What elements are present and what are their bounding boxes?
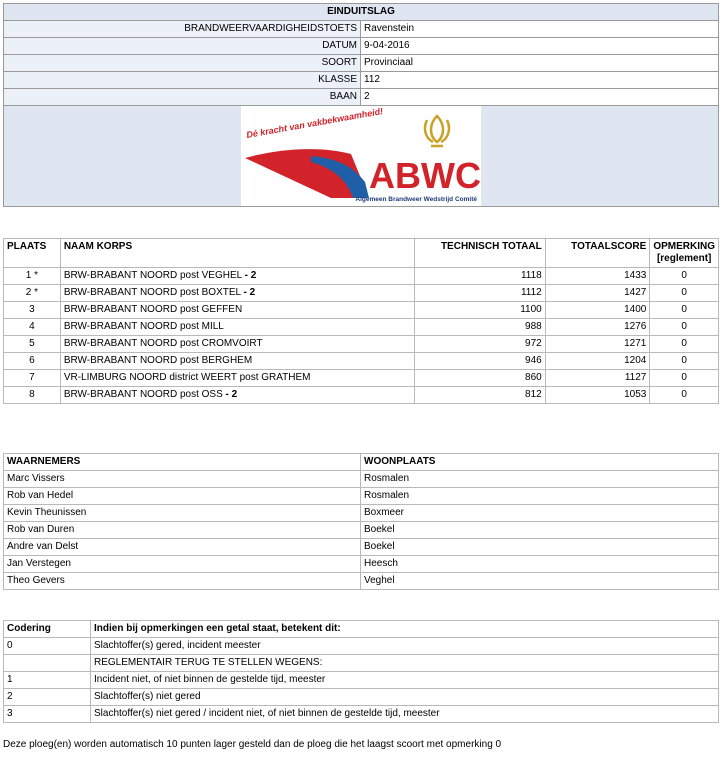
header-row: KLASSE 112 (4, 72, 719, 89)
korps-name: BRW-BRABANT NOORD post VEGHEL (63, 270, 242, 281)
woonplaats-cell: Boekel (361, 522, 719, 539)
table-row (4, 387, 719, 404)
header-table (3, 3, 719, 207)
col-woonplaats: WOONPLAATS (361, 454, 719, 471)
results-table (3, 238, 719, 404)
technisch-cell: 860 (414, 370, 545, 387)
col-totaalscore: TOTAALSCORE (545, 239, 650, 268)
table-row (4, 539, 719, 556)
korps-cell (60, 370, 414, 387)
korps-cell (60, 268, 414, 285)
korps-cell (60, 319, 414, 336)
table-row (4, 319, 719, 336)
totaalscore-cell: 1271 (545, 336, 650, 353)
woonplaats-cell: Rosmalen (361, 471, 719, 488)
col-opmerking: OPMERKING [reglement] (650, 239, 719, 268)
code-cell: 1 (4, 672, 91, 689)
totaalscore-cell: 1276 (545, 319, 650, 336)
korps-name: BRW-BRABANT NOORD post BOXTEL (63, 287, 241, 298)
table-row (4, 655, 719, 672)
header-row: DATUM 9-04-2016 (4, 38, 719, 55)
table-row (4, 522, 719, 539)
table-row (4, 488, 719, 505)
plaats-cell: 1 * (4, 268, 61, 285)
totaalscore-cell: 1427 (545, 285, 650, 302)
woonplaats-cell: Veghel (361, 573, 719, 590)
page-title: EINDUITSLAG (4, 4, 719, 21)
abwc-logo (241, 106, 481, 206)
opmerking-cell: 0 (650, 336, 719, 353)
logo-subtitle: Algemeen Brandweer Wedstrijd Comité (355, 196, 477, 203)
header-row: SOORT Provinciaal (4, 55, 719, 72)
korps-name: BRW-BRABANT NOORD post GEFFEN (63, 304, 243, 315)
table-row (4, 573, 719, 590)
table-row (4, 370, 719, 387)
korps-cell (60, 353, 414, 370)
korps-name: VR-LIMBURG NOORD district WEERT post GRATHEM (63, 372, 311, 383)
col-naam-korps: NAAM KORPS (60, 239, 414, 268)
table-row (4, 505, 719, 522)
col-betekenis: Indien bij opmerkingen een getal staat, betekent dit: (91, 621, 719, 638)
code-cell: 3 (4, 706, 91, 723)
technisch-cell: 1112 (414, 285, 545, 302)
code-meaning-cell: Slachtoffer(s) gered, incident meester (91, 638, 719, 655)
plaats-cell: 2 * (4, 285, 61, 302)
table-row (4, 706, 719, 723)
plaats-cell: 4 (4, 319, 61, 336)
plaats-cell: 3 (4, 302, 61, 319)
korps-name: BRW-BRABANT NOORD post CROMVOIRT (63, 338, 263, 349)
codes-header-row (4, 621, 719, 638)
waarnemer-cell: Kevin Theunissen (4, 505, 361, 522)
korps-suffix: - 2 (225, 389, 238, 400)
col-plaats: PLAATS (4, 239, 61, 268)
technisch-cell: 1118 (414, 268, 545, 285)
opmerking-cell: 0 (650, 268, 719, 285)
plaats-cell: 5 (4, 336, 61, 353)
table-row (4, 672, 719, 689)
plaats-cell: 8 (4, 387, 61, 404)
korps-suffix: - 2 (244, 270, 257, 281)
opmerking-cell: 0 (650, 319, 719, 336)
korps-name: BRW-BRABANT NOORD post MILL (63, 321, 224, 332)
table-row (4, 268, 719, 285)
table-row (4, 471, 719, 488)
plaats-cell: 6 (4, 353, 61, 370)
table-row (4, 689, 719, 706)
observers-table (3, 453, 719, 590)
korps-name: BRW-BRABANT NOORD post BERGHEM (63, 355, 253, 366)
table-row (4, 336, 719, 353)
table-row (4, 302, 719, 319)
totaalscore-cell: 1400 (545, 302, 650, 319)
table-row (4, 285, 719, 302)
logo-slogan: Dé kracht van vakbekwaamheid! (245, 106, 384, 140)
opmerking-cell: 0 (650, 370, 719, 387)
waarnemer-cell: Rob van Hedel (4, 488, 361, 505)
header-row: BRANDWEERVAARDIGHEIDSTOETS Ravenstein (4, 21, 719, 38)
table-row (4, 353, 719, 370)
korps-cell (60, 285, 414, 302)
col-waarnemers: WAARNEMERS (4, 454, 361, 471)
totaalscore-cell: 1127 (545, 370, 650, 387)
code-meaning-cell: Incident niet, of niet binnen de gestelde tijd, meester (91, 672, 719, 689)
footnote: Deze ploeg(en) worden automatisch 10 punten lager gesteld dan de ploeg die het laagst scoort met opmerking 0 (3, 739, 502, 750)
col-technisch-totaal: TECHNISCH TOTAAL (414, 239, 545, 268)
codes-table (3, 620, 719, 723)
header-row: BAAN 2 (4, 89, 719, 106)
technisch-cell: 1100 (414, 302, 545, 319)
code-cell: 0 (4, 638, 91, 655)
technisch-cell: 812 (414, 387, 545, 404)
results-header-row (4, 239, 719, 268)
woonplaats-cell: Boxmeer (361, 505, 719, 522)
waarnemer-cell: Theo Gevers (4, 573, 361, 590)
logo-cell (4, 106, 719, 207)
korps-cell (60, 302, 414, 319)
technisch-cell: 988 (414, 319, 545, 336)
totaalscore-cell: 1053 (545, 387, 650, 404)
woonplaats-cell: Boekel (361, 539, 719, 556)
waarnemer-cell: Rob van Duren (4, 522, 361, 539)
opmerking-cell: 0 (650, 302, 719, 319)
waarnemer-cell: Marc Vissers (4, 471, 361, 488)
table-row (4, 638, 719, 655)
korps-name: BRW-BRABANT NOORD post OSS (63, 389, 223, 400)
opmerking-cell: 0 (650, 353, 719, 370)
korps-suffix: - 2 (243, 287, 256, 298)
code-cell: 2 (4, 689, 91, 706)
totaalscore-cell: 1204 (545, 353, 650, 370)
code-meaning-cell: Slachtoffer(s) niet gered / incident niet, of niet binnen de gestelde tijd, meester (91, 706, 719, 723)
technisch-cell: 946 (414, 353, 545, 370)
plaats-cell: 7 (4, 370, 61, 387)
korps-cell (60, 387, 414, 404)
code-meaning-cell: REGLEMENTAIR TERUG TE STELLEN WEGENS: (91, 655, 719, 672)
woonplaats-cell: Heesch (361, 556, 719, 573)
col-opmerking-sub: [reglement] (656, 253, 712, 264)
opmerking-cell: 0 (650, 387, 719, 404)
waarnemer-cell: Jan Verstegen (4, 556, 361, 573)
totaalscore-cell: 1433 (545, 268, 650, 285)
table-row (4, 556, 719, 573)
waarnemer-cell: Andre van Delst (4, 539, 361, 556)
technisch-cell: 972 (414, 336, 545, 353)
code-meaning-cell: Slachtoffer(s) niet gered (91, 689, 719, 706)
col-codering: Codering (4, 621, 91, 638)
korps-cell (60, 336, 414, 353)
woonplaats-cell: Rosmalen (361, 488, 719, 505)
observers-header-row (4, 454, 719, 471)
logo-name: ABWC (369, 155, 481, 196)
opmerking-cell: 0 (650, 285, 719, 302)
code-cell (4, 655, 91, 672)
